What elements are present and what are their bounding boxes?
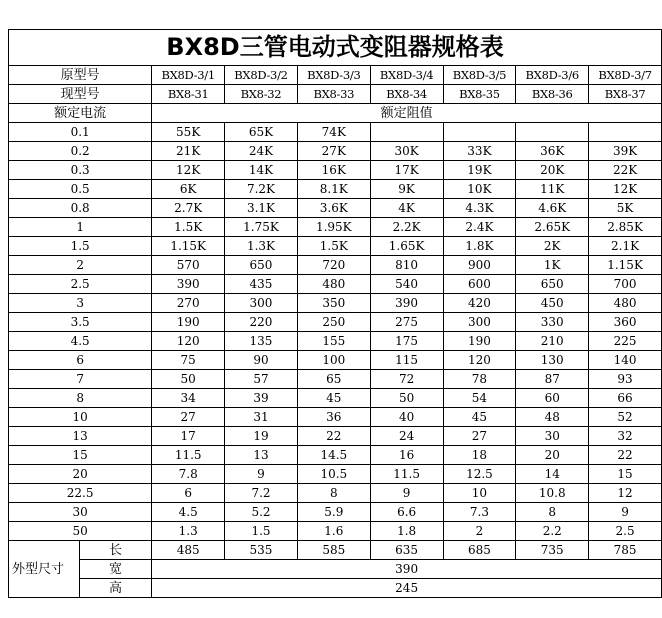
resistance-cell: 1.8K — [443, 237, 516, 256]
resistance-cell: 57 — [225, 370, 298, 389]
resistance-cell: 19K — [443, 161, 516, 180]
resistance-cell: 6K — [152, 180, 225, 199]
current-model-label: 现型号 — [9, 85, 152, 104]
dimension-height-row — [9, 579, 662, 598]
resistance-cell: 1.5K — [297, 237, 370, 256]
resistance-cell: 4.3K — [443, 199, 516, 218]
resistance-cell: 39 — [225, 389, 298, 408]
data-row — [9, 408, 662, 427]
resistance-cell: 20 — [516, 446, 589, 465]
resistance-cell — [370, 123, 443, 142]
rated-resistance-header: 额定阻值 — [152, 104, 662, 123]
resistance-cell: 720 — [297, 256, 370, 275]
resistance-cell: 270 — [152, 294, 225, 313]
resistance-cell: 39K — [589, 142, 662, 161]
data-row — [9, 389, 662, 408]
resistance-cell: 54 — [443, 389, 516, 408]
resistance-cell: 34 — [152, 389, 225, 408]
length-value: 535 — [225, 541, 298, 560]
length-value: 635 — [370, 541, 443, 560]
resistance-cell: 225 — [589, 332, 662, 351]
resistance-cell: 32 — [589, 427, 662, 446]
resistance-cell: 45 — [297, 389, 370, 408]
resistance-cell: 190 — [443, 332, 516, 351]
resistance-cell: 120 — [152, 332, 225, 351]
original-model-cell: BX8D-3/4 — [370, 66, 443, 85]
data-row — [9, 237, 662, 256]
data-row — [9, 275, 662, 294]
resistance-cell: 74K — [297, 123, 370, 142]
resistance-cell: 16K — [297, 161, 370, 180]
resistance-cell: 11.5 — [370, 465, 443, 484]
resistance-cell: 5K — [589, 199, 662, 218]
resistance-cell: 2.2K — [370, 218, 443, 237]
rated-current-cell: 1 — [9, 218, 152, 237]
resistance-cell: 900 — [443, 256, 516, 275]
resistance-cell: 350 — [297, 294, 370, 313]
data-row — [9, 199, 662, 218]
rated-current-cell: 10 — [9, 408, 152, 427]
resistance-cell: 60 — [516, 389, 589, 408]
resistance-cell: 11.5 — [152, 446, 225, 465]
rated-current-cell: 22.5 — [9, 484, 152, 503]
resistance-cell: 1K — [516, 256, 589, 275]
data-row — [9, 503, 662, 522]
data-row — [9, 446, 662, 465]
resistance-cell: 16 — [370, 446, 443, 465]
resistance-cell: 435 — [225, 275, 298, 294]
resistance-cell: 19 — [225, 427, 298, 446]
resistance-cell: 220 — [225, 313, 298, 332]
resistance-cell: 4.5 — [152, 503, 225, 522]
title-row — [9, 30, 662, 66]
data-row — [9, 256, 662, 275]
resistance-cell: 140 — [589, 351, 662, 370]
resistance-cell: 27 — [443, 427, 516, 446]
resistance-cell: 3.1K — [225, 199, 298, 218]
data-row — [9, 351, 662, 370]
resistance-cell: 9 — [225, 465, 298, 484]
data-row — [9, 522, 662, 541]
resistance-cell: 22K — [589, 161, 662, 180]
resistance-cell: 18 — [443, 446, 516, 465]
resistance-cell: 650 — [516, 275, 589, 294]
rated-current-cell: 3.5 — [9, 313, 152, 332]
rated-current-cell: 13 — [9, 427, 152, 446]
resistance-cell: 650 — [225, 256, 298, 275]
resistance-cell: 36K — [516, 142, 589, 161]
resistance-cell: 275 — [370, 313, 443, 332]
length-value: 735 — [516, 541, 589, 560]
spec-table-body — [9, 30, 662, 598]
resistance-cell: 700 — [589, 275, 662, 294]
data-row — [9, 161, 662, 180]
resistance-cell: 12K — [152, 161, 225, 180]
width-label: 宽 — [79, 560, 151, 579]
resistance-cell: 1.15K — [152, 237, 225, 256]
resistance-cell: 2.4K — [443, 218, 516, 237]
resistance-cell: 90 — [225, 351, 298, 370]
rated-current-cell: 0.1 — [9, 123, 152, 142]
current-model-cell: BX8-31 — [152, 85, 225, 104]
resistance-cell: 20K — [516, 161, 589, 180]
rated-current-cell: 1.5 — [9, 237, 152, 256]
resistance-cell: 155 — [297, 332, 370, 351]
resistance-cell: 30 — [516, 427, 589, 446]
original-model-cell: BX8D-3/1 — [152, 66, 225, 85]
resistance-cell: 24K — [225, 142, 298, 161]
resistance-cell: 2K — [516, 237, 589, 256]
resistance-cell: 14K — [225, 161, 298, 180]
resistance-cell: 40 — [370, 408, 443, 427]
resistance-cell: 390 — [152, 275, 225, 294]
resistance-cell: 45 — [443, 408, 516, 427]
rated-header-row — [9, 104, 662, 123]
resistance-cell: 2.7K — [152, 199, 225, 218]
length-value: 685 — [443, 541, 516, 560]
resistance-cell: 5.9 — [297, 503, 370, 522]
resistance-cell: 6 — [152, 484, 225, 503]
resistance-cell: 31 — [225, 408, 298, 427]
rated-current-cell: 2 — [9, 256, 152, 275]
resistance-cell: 10.5 — [297, 465, 370, 484]
resistance-cell: 2.1K — [589, 237, 662, 256]
resistance-cell: 250 — [297, 313, 370, 332]
resistance-cell: 4.6K — [516, 199, 589, 218]
resistance-cell: 1.6 — [297, 522, 370, 541]
original-model-row — [9, 66, 662, 85]
original-model-cell: BX8D-3/7 — [589, 66, 662, 85]
rated-current-cell: 50 — [9, 522, 152, 541]
resistance-cell: 360 — [589, 313, 662, 332]
data-row — [9, 142, 662, 161]
resistance-cell: 10 — [443, 484, 516, 503]
resistance-cell: 52 — [589, 408, 662, 427]
length-value: 485 — [152, 541, 225, 560]
resistance-cell: 17K — [370, 161, 443, 180]
resistance-cell: 9 — [370, 484, 443, 503]
resistance-cell: 93 — [589, 370, 662, 389]
resistance-cell: 30K — [370, 142, 443, 161]
resistance-cell: 1.3K — [225, 237, 298, 256]
resistance-cell: 2.65K — [516, 218, 589, 237]
length-value: 785 — [589, 541, 662, 560]
resistance-cell: 10.8 — [516, 484, 589, 503]
resistance-cell: 1.75K — [225, 218, 298, 237]
resistance-cell: 300 — [225, 294, 298, 313]
data-row — [9, 123, 662, 142]
current-model-cell: BX8-34 — [370, 85, 443, 104]
resistance-cell — [589, 123, 662, 142]
resistance-cell: 480 — [589, 294, 662, 313]
rated-current-cell: 0.2 — [9, 142, 152, 161]
height-label: 高 — [79, 579, 151, 598]
data-row — [9, 484, 662, 503]
resistance-cell: 9K — [370, 180, 443, 199]
resistance-cell: 11K — [516, 180, 589, 199]
data-row — [9, 427, 662, 446]
resistance-cell: 135 — [225, 332, 298, 351]
original-model-cell: BX8D-3/6 — [516, 66, 589, 85]
rated-current-cell: 0.8 — [9, 199, 152, 218]
resistance-cell: 100 — [297, 351, 370, 370]
resistance-cell: 810 — [370, 256, 443, 275]
resistance-cell: 2 — [443, 522, 516, 541]
resistance-cell: 65 — [297, 370, 370, 389]
resistance-cell: 600 — [443, 275, 516, 294]
spec-table — [8, 29, 662, 598]
resistance-cell: 190 — [152, 313, 225, 332]
original-model-label: 原型号 — [9, 66, 152, 85]
resistance-cell: 1.5 — [225, 522, 298, 541]
resistance-cell: 12K — [589, 180, 662, 199]
current-model-cell: BX8-33 — [297, 85, 370, 104]
resistance-cell — [516, 123, 589, 142]
resistance-cell: 14.5 — [297, 446, 370, 465]
resistance-cell: 22 — [589, 446, 662, 465]
rated-current-cell: 30 — [9, 503, 152, 522]
resistance-cell: 7.2K — [225, 180, 298, 199]
resistance-cell: 8.1K — [297, 180, 370, 199]
data-row — [9, 313, 662, 332]
resistance-cell: 12.5 — [443, 465, 516, 484]
resistance-cell: 21K — [152, 142, 225, 161]
resistance-cell: 72 — [370, 370, 443, 389]
resistance-cell: 50 — [152, 370, 225, 389]
resistance-cell: 13 — [225, 446, 298, 465]
resistance-cell: 8 — [516, 503, 589, 522]
rated-current-cell: 2.5 — [9, 275, 152, 294]
resistance-cell: 12 — [589, 484, 662, 503]
resistance-cell: 78 — [443, 370, 516, 389]
resistance-cell: 50 — [370, 389, 443, 408]
current-model-cell: BX8-36 — [516, 85, 589, 104]
length-label: 长 — [79, 541, 151, 560]
resistance-cell: 120 — [443, 351, 516, 370]
current-model-row — [9, 85, 662, 104]
resistance-cell: 7.2 — [225, 484, 298, 503]
resistance-cell: 420 — [443, 294, 516, 313]
resistance-cell: 1.3 — [152, 522, 225, 541]
resistance-cell: 480 — [297, 275, 370, 294]
resistance-cell: 75 — [152, 351, 225, 370]
rated-current-cell: 6 — [9, 351, 152, 370]
resistance-cell: 450 — [516, 294, 589, 313]
height-value: 245 — [152, 579, 662, 598]
resistance-cell: 4K — [370, 199, 443, 218]
resistance-cell: 390 — [370, 294, 443, 313]
resistance-cell: 24 — [370, 427, 443, 446]
resistance-cell: 65K — [225, 123, 298, 142]
resistance-cell: 1.65K — [370, 237, 443, 256]
rated-current-cell: 4.5 — [9, 332, 152, 351]
data-row — [9, 332, 662, 351]
original-model-cell: BX8D-3/5 — [443, 66, 516, 85]
resistance-cell: 330 — [516, 313, 589, 332]
rated-current-cell: 20 — [9, 465, 152, 484]
data-row — [9, 465, 662, 484]
original-model-cell: BX8D-3/2 — [225, 66, 298, 85]
resistance-cell: 10K — [443, 180, 516, 199]
resistance-cell: 540 — [370, 275, 443, 294]
resistance-cell: 66 — [589, 389, 662, 408]
resistance-cell: 175 — [370, 332, 443, 351]
resistance-cell: 48 — [516, 408, 589, 427]
data-row — [9, 218, 662, 237]
table-title: BX8D三管电动式变阻器规格表 — [9, 30, 662, 66]
current-model-cell: BX8-35 — [443, 85, 516, 104]
resistance-cell: 55K — [152, 123, 225, 142]
resistance-cell: 22 — [297, 427, 370, 446]
resistance-cell: 6.6 — [370, 503, 443, 522]
resistance-cell: 2.2 — [516, 522, 589, 541]
resistance-cell: 15 — [589, 465, 662, 484]
rated-current-cell: 0.3 — [9, 161, 152, 180]
resistance-cell: 130 — [516, 351, 589, 370]
dimension-length-row — [9, 541, 662, 560]
dimensions-label: 外型尺寸 — [9, 541, 80, 598]
data-row — [9, 294, 662, 313]
resistance-cell: 36 — [297, 408, 370, 427]
rated-current-cell: 3 — [9, 294, 152, 313]
rated-current-header: 额定电流 — [9, 104, 152, 123]
length-value: 585 — [297, 541, 370, 560]
resistance-cell: 5.2 — [225, 503, 298, 522]
original-model-cell: BX8D-3/3 — [297, 66, 370, 85]
resistance-cell: 27K — [297, 142, 370, 161]
rated-current-cell: 0.5 — [9, 180, 152, 199]
resistance-cell: 1.95K — [297, 218, 370, 237]
resistance-cell: 9 — [589, 503, 662, 522]
resistance-cell: 1.8 — [370, 522, 443, 541]
resistance-cell: 7.3 — [443, 503, 516, 522]
resistance-cell: 1.5K — [152, 218, 225, 237]
resistance-cell: 7.8 — [152, 465, 225, 484]
resistance-cell: 33K — [443, 142, 516, 161]
rated-current-cell: 8 — [9, 389, 152, 408]
resistance-cell — [443, 123, 516, 142]
resistance-cell: 8 — [297, 484, 370, 503]
data-row — [9, 370, 662, 389]
resistance-cell: 2.5 — [589, 522, 662, 541]
resistance-cell: 3.6K — [297, 199, 370, 218]
resistance-cell: 17 — [152, 427, 225, 446]
rated-current-cell: 15 — [9, 446, 152, 465]
resistance-cell: 1.15K — [589, 256, 662, 275]
resistance-cell: 27 — [152, 408, 225, 427]
rated-current-cell: 7 — [9, 370, 152, 389]
resistance-cell: 300 — [443, 313, 516, 332]
resistance-cell: 14 — [516, 465, 589, 484]
resistance-cell: 115 — [370, 351, 443, 370]
resistance-cell: 2.85K — [589, 218, 662, 237]
dimension-width-row — [9, 560, 662, 579]
resistance-cell: 87 — [516, 370, 589, 389]
current-model-cell: BX8-32 — [225, 85, 298, 104]
current-model-cell: BX8-37 — [589, 85, 662, 104]
data-row — [9, 180, 662, 199]
width-value: 390 — [152, 560, 662, 579]
resistance-cell: 210 — [516, 332, 589, 351]
resistance-cell: 570 — [152, 256, 225, 275]
